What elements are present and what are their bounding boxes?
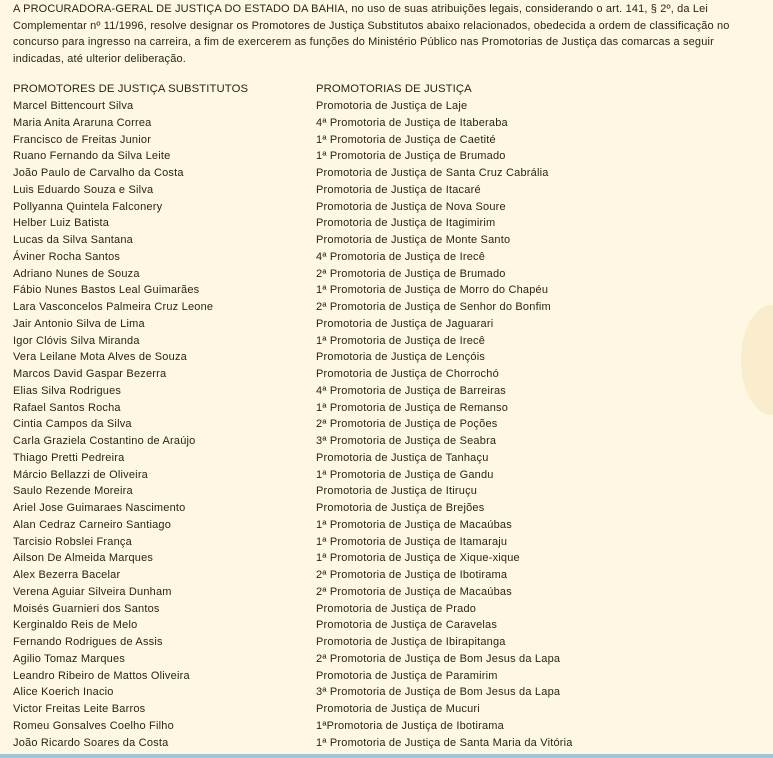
promotoria-name: 2ª Promotoria de Justiça de Senhor do Bonfim xyxy=(316,301,551,313)
promotoria-name: 2ª Promotoria de Justiça de Brumado xyxy=(316,267,506,280)
promotoria-name: 3ª Promotoria de Justiça de Bom Jesus da Lapa xyxy=(316,686,561,699)
table-row xyxy=(13,718,713,735)
promotor-name: Áviner Rocha Santos xyxy=(13,250,121,263)
table-row xyxy=(13,165,713,182)
promotor-name: João Ricardo Soares da Costa xyxy=(13,736,169,749)
table-row xyxy=(13,98,713,115)
table-row xyxy=(13,316,713,333)
promotoria-name: Promotoria de Justiça de Brejões xyxy=(316,502,485,514)
table-row xyxy=(13,333,713,350)
promotor-name: Francisco de Freitas Junior xyxy=(13,133,152,146)
promotoria-name: Promotoria de Justiça de Prado xyxy=(316,602,477,615)
table-row xyxy=(13,500,713,517)
promotor-name: João Paulo de Carvalho da Costa xyxy=(13,167,184,179)
promotor-name: Marcos David Gaspar Bezerra xyxy=(13,368,167,380)
table-row xyxy=(13,199,713,216)
table-row xyxy=(13,517,713,534)
promotoria-name: Promotoria de Justiça de Itagimirim xyxy=(316,217,496,230)
promotor-name: Carla Graziela Costantino de Araújo xyxy=(13,435,196,447)
table-row xyxy=(13,433,713,450)
table-row xyxy=(13,467,713,484)
watermark-shape xyxy=(741,305,773,415)
promotoria-name: Promotoria de Justiça de Lençóis xyxy=(316,351,486,364)
table-row xyxy=(13,282,713,299)
promotor-name: Ruano Fernando da Silva Leite xyxy=(13,150,171,163)
table-row xyxy=(13,299,713,316)
promotor-name: Pollyanna Quintela Falconery xyxy=(13,200,163,213)
table-row xyxy=(13,567,713,584)
promotoria-name: Promotoria de Justiça de Santa Cruz Cabrália xyxy=(316,167,549,179)
promotor-name: Adriano Nunes de Souza xyxy=(13,267,140,280)
table-row xyxy=(13,584,713,601)
table-row xyxy=(13,701,713,718)
promotoria-name: Promotoria de Justiça de Tanhaçu xyxy=(316,451,489,464)
table-row xyxy=(13,266,713,283)
promotor-name: Ariel Jose Guimaraes Nascimento xyxy=(13,502,186,514)
promotor-name: Saulo Rezende Moreira xyxy=(13,485,133,498)
table-row xyxy=(13,617,713,634)
promotor-name: Alice Koerich Inacio xyxy=(13,686,114,699)
promotor-name: Alex Bezerra Bacelar xyxy=(13,569,121,581)
header-promotores: PROMOTORES DE JUSTIÇA SUBSTITUTOS xyxy=(13,83,249,95)
table-row xyxy=(13,601,713,618)
promotoria-name: Promotoria de Justiça de Ibirapitanga xyxy=(316,636,506,648)
promotoria-name: 2ª Promotoria de Justiça de Bom Jesus da Lapa xyxy=(316,652,561,665)
table-row xyxy=(13,232,713,249)
promotor-name: Alan Cedraz Carneiro Santiago xyxy=(13,518,172,531)
promotoria-name: 4ª Promotoria de Justiça de Itaberaba xyxy=(316,116,508,129)
promotoria-name: Promotoria de Justiça de Chorrochó xyxy=(316,368,499,380)
intro-paragraph xyxy=(13,1,765,67)
promotor-name: Verena Aguiar Silveira Dunham xyxy=(13,585,172,598)
promotoria-name: Promotoria de Justiça de Itiruçu xyxy=(316,485,478,498)
table-row xyxy=(13,383,713,400)
table-row xyxy=(13,215,713,232)
table-row xyxy=(13,483,713,500)
promotor-name: Leandro Ribeiro de Mattos Oliveira xyxy=(13,669,190,682)
promotor-name: Lara Vasconcelos Palmeira Cruz Leone xyxy=(13,301,214,313)
promotoria-name: 1ª Promotoria de Justiça de Irecê xyxy=(316,334,486,347)
promotor-name: Victor Freitas Leite Barros xyxy=(13,703,146,715)
promotoria-name: Promotoria de Justiça de Jaguarari xyxy=(316,317,494,330)
promotoria-name: Promotoria de Justiça de Itacaré xyxy=(316,183,481,196)
promotor-name: Cintia Campos da Silva xyxy=(13,418,132,431)
promotoria-name: 4ª Promotoria de Justiça de Irecê xyxy=(316,250,486,263)
table-row xyxy=(13,634,713,651)
table-row xyxy=(13,550,713,567)
table-row xyxy=(13,115,713,132)
promotoria-name: 4ª Promotoria de Justiça de Barreiras xyxy=(316,384,506,397)
promotoria-name: 1ª Promotoria de Justiça de Xique-xique xyxy=(316,552,520,565)
promotor-name: Agilio Tomaz Marques xyxy=(13,652,126,665)
promotor-name: Luis Eduardo Souza e Silva xyxy=(13,183,154,196)
promotoria-name: 1ª Promotoria de Justiça de Brumado xyxy=(316,150,506,163)
promotoria-name: 1ª Promotoria de Justiça de Gandu xyxy=(316,468,494,481)
promotor-name: Kerginaldo Reis de Melo xyxy=(13,619,138,632)
promotoria-name: Promotoria de Justiça de Mucuri xyxy=(316,703,480,715)
promotor-name: Thiago Pretti Pedreira xyxy=(13,451,125,464)
promotor-name: Fernando Rodrigues de Assis xyxy=(13,636,163,648)
table-row xyxy=(13,735,713,752)
promotor-name: Ailson De Almeida Marques xyxy=(13,552,154,565)
promotoria-name: Promotoria de Justiça de Paramirim xyxy=(316,669,498,682)
promotoria-name: Promotoria de Justiça de Caravelas xyxy=(316,619,498,632)
table-row xyxy=(13,400,713,417)
promotoria-name: 2ª Promotoria de Justiça de Poções xyxy=(316,418,498,431)
promotoria-name: Promotoria de Justiça de Monte Santo xyxy=(316,234,511,246)
bottom-rule xyxy=(0,754,773,758)
table-row xyxy=(13,416,713,433)
intro-body: , no uso de suas atribuições legais, considerando o art. 141, § 2º, da Lei Complementar nº 11/1996, resolve designar os Promotores de Justiça Substitutos abaixo relacionados, obedecida a ordem de classificação no concurso para ingresso na carreira, a fim de exercerem as funções do Ministério Público nas Promotorias de Justiça das comarcas a seguir indicadas, até ulterior deliberação. xyxy=(13,3,730,65)
promotor-name: Jair Antonio Silva de Lima xyxy=(13,317,145,330)
promotoria-name: Promotoria de Justiça de Laje xyxy=(316,100,468,112)
promotoria-name: 1ª Promotoria de Justiça de Santa Maria da Vitória xyxy=(316,736,573,749)
promotor-name: Igor Clóvis Silva Miranda xyxy=(13,334,140,347)
promotor-name: Lucas da Silva Santana xyxy=(13,234,133,246)
table-row xyxy=(13,182,713,199)
promotor-name: Márcio Bellazzi de Oliveira xyxy=(13,468,148,481)
promotor-name: Rafael Santos Rocha xyxy=(13,401,121,414)
designation-list xyxy=(13,98,713,751)
table-row xyxy=(13,534,713,551)
promotoria-name: 3ª Promotoria de Justiça de Seabra xyxy=(316,435,497,447)
table-row xyxy=(13,349,713,366)
table-row xyxy=(13,249,713,266)
promotor-name: Marcel Bittencourt Silva xyxy=(13,100,134,112)
promotor-name: Fábio Nunes Bastos Leal Guimarães xyxy=(13,284,200,297)
promotoria-name: 1ª Promotoria de Justiça de Morro do Chapéu xyxy=(316,284,549,297)
promotor-name: Helber Luiz Batista xyxy=(13,217,110,230)
promotoria-name: 1ª Promotoria de Justiça de Macaúbas xyxy=(316,518,512,531)
promotor-name: Moisés Guarnieri dos Santos xyxy=(13,602,160,615)
promotoria-name: 2ª Promotoria de Justiça de Ibotirama xyxy=(316,569,508,581)
table-row xyxy=(13,366,713,383)
promotoria-name: Promotoria de Justiça de Nova Soure xyxy=(316,200,506,213)
promotoria-name: 2ª Promotoria de Justiça de Macaúbas xyxy=(316,585,512,598)
promotor-name: Romeu Gonsalves Coelho Filho xyxy=(13,719,174,732)
promotoria-name: 1ªPromotoria de Justiça de Ibotirama xyxy=(316,719,504,732)
table-row xyxy=(13,651,713,668)
table-row xyxy=(13,684,713,701)
header-promotorias: PROMOTORIAS DE JUSTIÇA xyxy=(316,83,472,95)
table-row xyxy=(13,450,713,467)
table-row xyxy=(13,148,713,165)
table-row xyxy=(13,132,713,149)
promotor-name: Vera Leilane Mota Alves de Souza xyxy=(13,351,187,364)
promotor-name: Elias Silva Rodrigues xyxy=(13,384,122,397)
intro-lead: A PROCURADORA-GERAL DE JUSTIÇA DO ESTADO DA BAHIA xyxy=(13,3,345,15)
table-row xyxy=(13,668,713,685)
promotoria-name: 1ª Promotoria de Justiça de Itamaraju xyxy=(316,535,508,548)
promotoria-name: 1ª Promotoria de Justiça de Caetité xyxy=(316,133,496,146)
promotoria-name: 1ª Promotoria de Justiça de Remanso xyxy=(316,401,509,414)
promotor-name: Maria Anita Araruna Correa xyxy=(13,116,152,129)
promotor-name: Tarcisio Robslei França xyxy=(13,535,132,548)
